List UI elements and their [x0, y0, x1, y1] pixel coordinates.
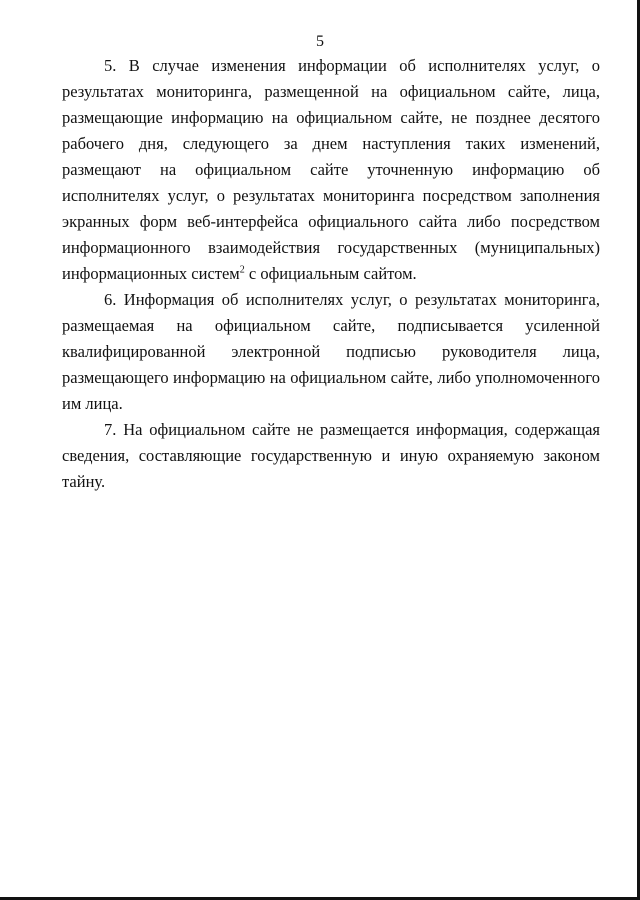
paragraph-5-text: 5. В случае изменения информации об исполнителях услуг, о результатах мониторинга, размещенной на официальном сайте, лица, размещающие информацию на официальном сайте, не позднее десятого рабочего дня, следующего за днем наступления таких изменений, размещают на официальном сайте уточненную информацию об исполнителях услуг, о результатах мониторинга посредством заполнения экранных форм веб-интерфейса официального сайта либо посредством информационного взаимодействия государственных (муниципальных) информационных систем: [62, 56, 600, 283]
footnote-marker: 2: [239, 264, 245, 276]
page-number: 5: [316, 33, 324, 50]
paragraph-7: 7. На официальном сайте не размещается информация, содержащая сведения, составляющие государственную и иную охраняемую законом тайну.: [62, 420, 600, 491]
document-body: [62, 53, 600, 495]
paragraph-5-text-end: с официальным сайтом.: [244, 264, 417, 283]
paragraph-6: 6. Информация об исполнителях услуг, о результатах мониторинга, размещаемая на официальном сайте, подписывается усиленной квалифицированной электронной подписью руководителя лица, размещающего информацию на официальном сайте, либо уполномоченного им лица.: [62, 290, 600, 413]
paragraph-5: [62, 53, 600, 287]
